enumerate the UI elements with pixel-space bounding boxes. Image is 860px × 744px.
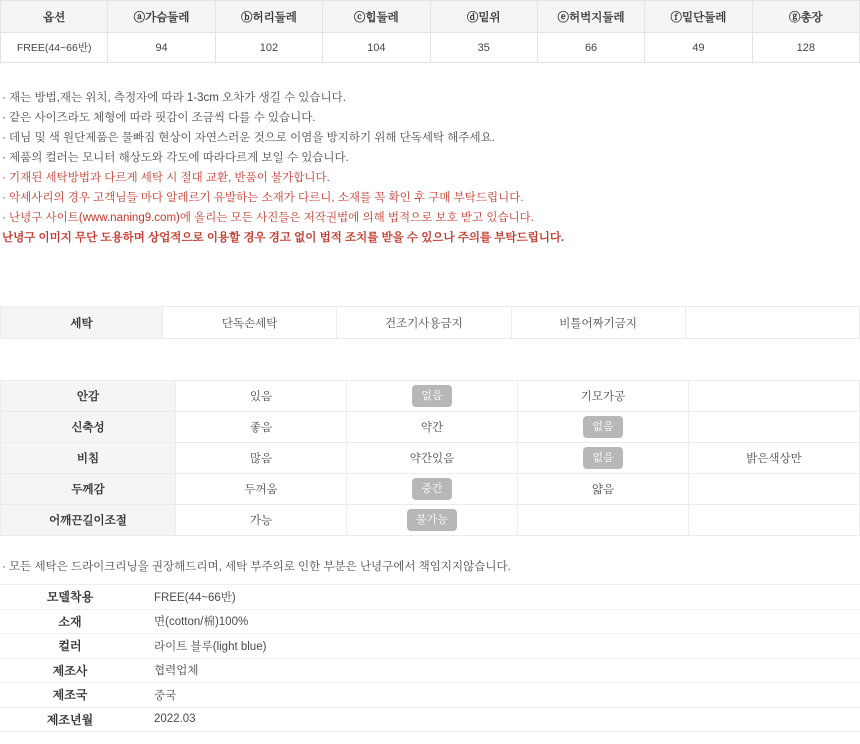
attr-value: 약간있음 — [409, 453, 455, 465]
wash-value-empty — [685, 307, 859, 339]
wash-label: 세탁 — [1, 307, 163, 339]
attr-value: 많음 — [249, 453, 273, 465]
attr-value: 밝은색상만 — [746, 453, 802, 465]
attr-cell — [689, 474, 860, 505]
list-item-copyright: · 난녕구 사이트(www.naning9.com)에 올리는 모든 사진들은 저작권법에 의해 법적으로 보호 받고 있습니다. — [2, 212, 534, 224]
attr-cell — [689, 412, 860, 443]
notice-list — [0, 88, 860, 248]
table-row — [1, 381, 860, 412]
attr-label-thickness: 두께감 — [1, 474, 176, 505]
attr-label-seethrough: 비침 — [1, 443, 176, 474]
table-row — [1, 33, 860, 63]
list-item: · 재는 방법,재는 위치, 측정자에 따라 1-3cm 오차가 생길 수 있습니다. — [2, 92, 346, 104]
attr-value: 약간 — [420, 422, 444, 434]
size-cell-rise: 35 — [430, 33, 537, 63]
attr-value-selected: 중간 — [412, 478, 451, 500]
attr-value-selected: 없음 — [583, 447, 622, 469]
attr-value-selected: 없음 — [412, 385, 451, 407]
attr-value: 두꺼움 — [244, 484, 278, 496]
attr-cell — [176, 443, 347, 474]
info-key-material: 소재 — [0, 609, 140, 634]
size-col-hip: ⓒ힙둘레 — [323, 1, 430, 33]
table-row — [0, 634, 860, 659]
attr-cell — [347, 505, 518, 536]
size-cell-waist: 102 — [215, 33, 322, 63]
size-table-body — [1, 33, 860, 63]
table-row — [0, 683, 860, 708]
info-key-country: 제조국 — [0, 683, 140, 708]
table-row — [1, 474, 860, 505]
size-col-waist: ⓑ허리둘레 — [215, 1, 322, 33]
size-cell-chest: 94 — [108, 33, 215, 63]
attr-label-stretch: 신축성 — [1, 412, 176, 443]
size-col-chest: ⓐ가슴둘레 — [108, 1, 215, 33]
info-value-country: 중국 — [140, 683, 860, 708]
wash-value-hand: 단독손세탁 — [163, 307, 337, 339]
size-col-length: ⓖ총장 — [752, 1, 859, 33]
list-item: · 악세사리의 경우 고객님들 마다 알레르기 유발하는 소재가 다르니, 소재를 꼭 확인 후 구매 부탁드립니다. — [2, 192, 524, 204]
list-item: · 같은 사이즈라도 체형에 따라 핏감이 조금씩 다를 수 있습니다. — [2, 112, 316, 124]
attr-cell — [176, 474, 347, 505]
size-table — [0, 0, 860, 63]
attr-cell — [176, 381, 347, 412]
attr-cell — [518, 381, 689, 412]
attr-label-lining: 안감 — [1, 381, 176, 412]
attr-cell — [518, 474, 689, 505]
table-row — [0, 585, 860, 610]
attr-cell — [518, 412, 689, 443]
attribute-table — [0, 380, 860, 536]
attr-cell — [347, 474, 518, 505]
size-table-head — [1, 1, 860, 33]
product-info-table — [0, 584, 860, 732]
attr-value: 좋음 — [249, 422, 273, 434]
attr-cell — [689, 505, 860, 536]
attr-cell — [518, 443, 689, 474]
info-key-color: 컬러 — [0, 634, 140, 659]
size-cell-length: 128 — [752, 33, 859, 63]
attr-value: 가능 — [249, 515, 273, 527]
attr-label-strap-adjust: 어깨끈길이조절 — [1, 505, 176, 536]
attr-value-selected: 없음 — [583, 416, 622, 438]
wash-value-dryer: 건조기사용금지 — [337, 307, 511, 339]
table-row — [1, 505, 860, 536]
table-row — [1, 412, 860, 443]
size-cell-thigh: 66 — [537, 33, 644, 63]
attr-cell — [347, 443, 518, 474]
info-value-color: 라이트 블루(light blue) — [140, 634, 860, 659]
size-col-rise: ⓓ밑위 — [430, 1, 537, 33]
list-item: · 제품의 컬러는 모니터 해상도와 각도에 따라다르게 보일 수 있습니다. — [2, 152, 349, 164]
table-row — [0, 707, 860, 732]
list-item: · 데님 및 색 원단제품은 물빠짐 현상이 자연스러운 것으로 이염을 방지하기 위해 단독세탁 해주세요. — [2, 132, 495, 144]
size-cell-hem: 49 — [645, 33, 752, 63]
attr-cell — [347, 412, 518, 443]
table-row — [0, 658, 860, 683]
wash-table — [0, 306, 860, 339]
size-col-option: 옵션 — [1, 1, 108, 33]
size-table-header-row — [1, 1, 860, 33]
info-key-model-wear: 모델착용 — [0, 585, 140, 610]
attr-cell — [176, 505, 347, 536]
size-col-hem: ⓕ밑단둘레 — [645, 1, 752, 33]
info-value-manufacture-date: 2022.03 — [140, 707, 860, 732]
attr-cell — [689, 381, 860, 412]
info-value-model-wear: FREE(44~66반) — [140, 585, 860, 610]
list-item: · 기재된 세탁방법과 다르게 세탁 시 절대 교환, 반품이 불가합니다. — [2, 172, 330, 184]
info-key-manufacturer: 제조사 — [0, 658, 140, 683]
attr-cell — [689, 443, 860, 474]
attr-value: 얇음 — [591, 484, 615, 496]
info-value-material: 면(cotton/棉)100% — [140, 609, 860, 634]
attr-cell — [518, 505, 689, 536]
attr-value-selected: 불가능 — [407, 509, 457, 531]
attr-cell — [347, 381, 518, 412]
attr-value: 있음 — [249, 391, 273, 403]
size-cell-hip: 104 — [323, 33, 430, 63]
info-value-manufacturer: 협력업체 — [140, 658, 860, 683]
table-row — [1, 307, 860, 339]
list-item-copyright-warning: 난녕구 이미지 무단 도용하며 상업적으로 이용할 경우 경고 없이 법적 조치를 받을 수 있으나 주의를 부탁드립니다. — [2, 232, 565, 244]
info-key-manufacture-date: 제조년월 — [0, 707, 140, 732]
dry-clean-note: · 모든 세탁은 드라이크리닝을 권장해드리며, 세탁 부주의로 인한 부분은 난녕구에서 책임지지않습니다. — [2, 561, 511, 573]
table-row — [0, 609, 860, 634]
size-col-thigh: ⓔ허벅지둘레 — [537, 1, 644, 33]
wash-value-wring: 비틀어짜기금지 — [511, 307, 685, 339]
size-cell-option: FREE(44~66반) — [1, 33, 108, 63]
attr-value: 기모가공 — [580, 391, 626, 403]
attr-cell — [176, 412, 347, 443]
table-row — [1, 443, 860, 474]
